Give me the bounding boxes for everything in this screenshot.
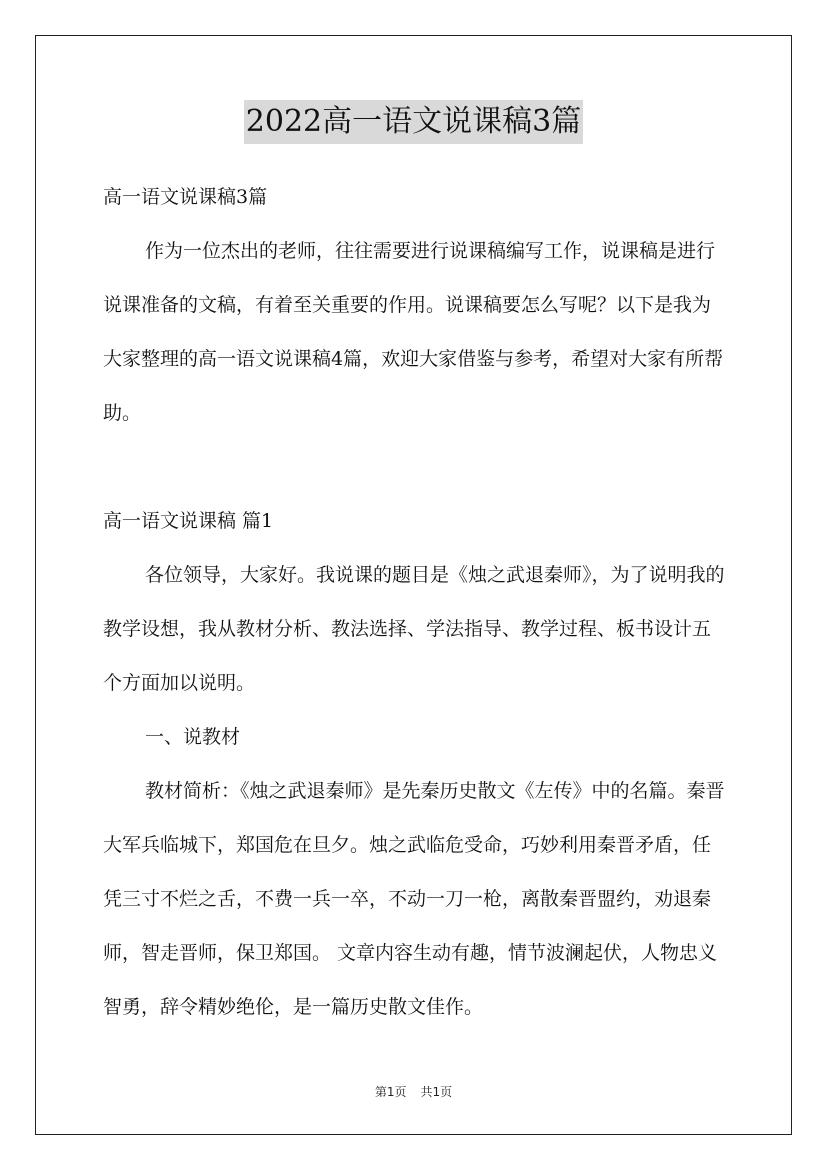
subtitle: 高一语文说课稿3篇 bbox=[103, 186, 268, 208]
document-title: 2022高一语文说课稿3篇 bbox=[244, 100, 583, 144]
title-container bbox=[0, 100, 827, 144]
blank-line bbox=[103, 440, 728, 494]
page-number: 第1页 bbox=[374, 1085, 407, 1099]
intro-paragraph: 作为一位杰出的老师，往往需要进行说课稿编写工作，说课稿是进行说课准备的文稿，有着至关重要的作用。说课稿要怎么写呢？以下是我为大家整理的高一语文说课稿4篇，欢迎大家借鉴与参考，希望对大家有所帮助。 bbox=[103, 240, 724, 424]
section-title: 高一语文说课稿 篇1 bbox=[103, 510, 274, 532]
section-paragraph-2: 教材简析：《烛之武退秦师》是先秦历史散文《左传》中的名篇。秦晋大军兵临城下，郑国危在旦夕。烛之武临危受命，巧妙利用秦晋矛盾，任凭三寸不烂之舌，不费一兵一卒，不动一刀一枪，离散秦晋盟约，劝退秦师，智走晋师，保卫郑国。 文章内容生动有趣，情节波澜起伏，人物忠义智勇，辞令精妙绝伦，是一篇历史散文佳作。 bbox=[103, 780, 725, 1018]
page-total: 共1页 bbox=[420, 1085, 453, 1099]
document-body bbox=[103, 170, 728, 1034]
page-footer bbox=[0, 1083, 827, 1100]
section-paragraph: 各位领导，大家好。我说课的题目是《烛之武退秦师》，为了说明我的教学设想，我从教材分析、教法选择、学法指导、教学过程、板书设计五个方面加以说明。 bbox=[103, 564, 725, 694]
section-heading: 一、说教材 bbox=[145, 726, 241, 748]
